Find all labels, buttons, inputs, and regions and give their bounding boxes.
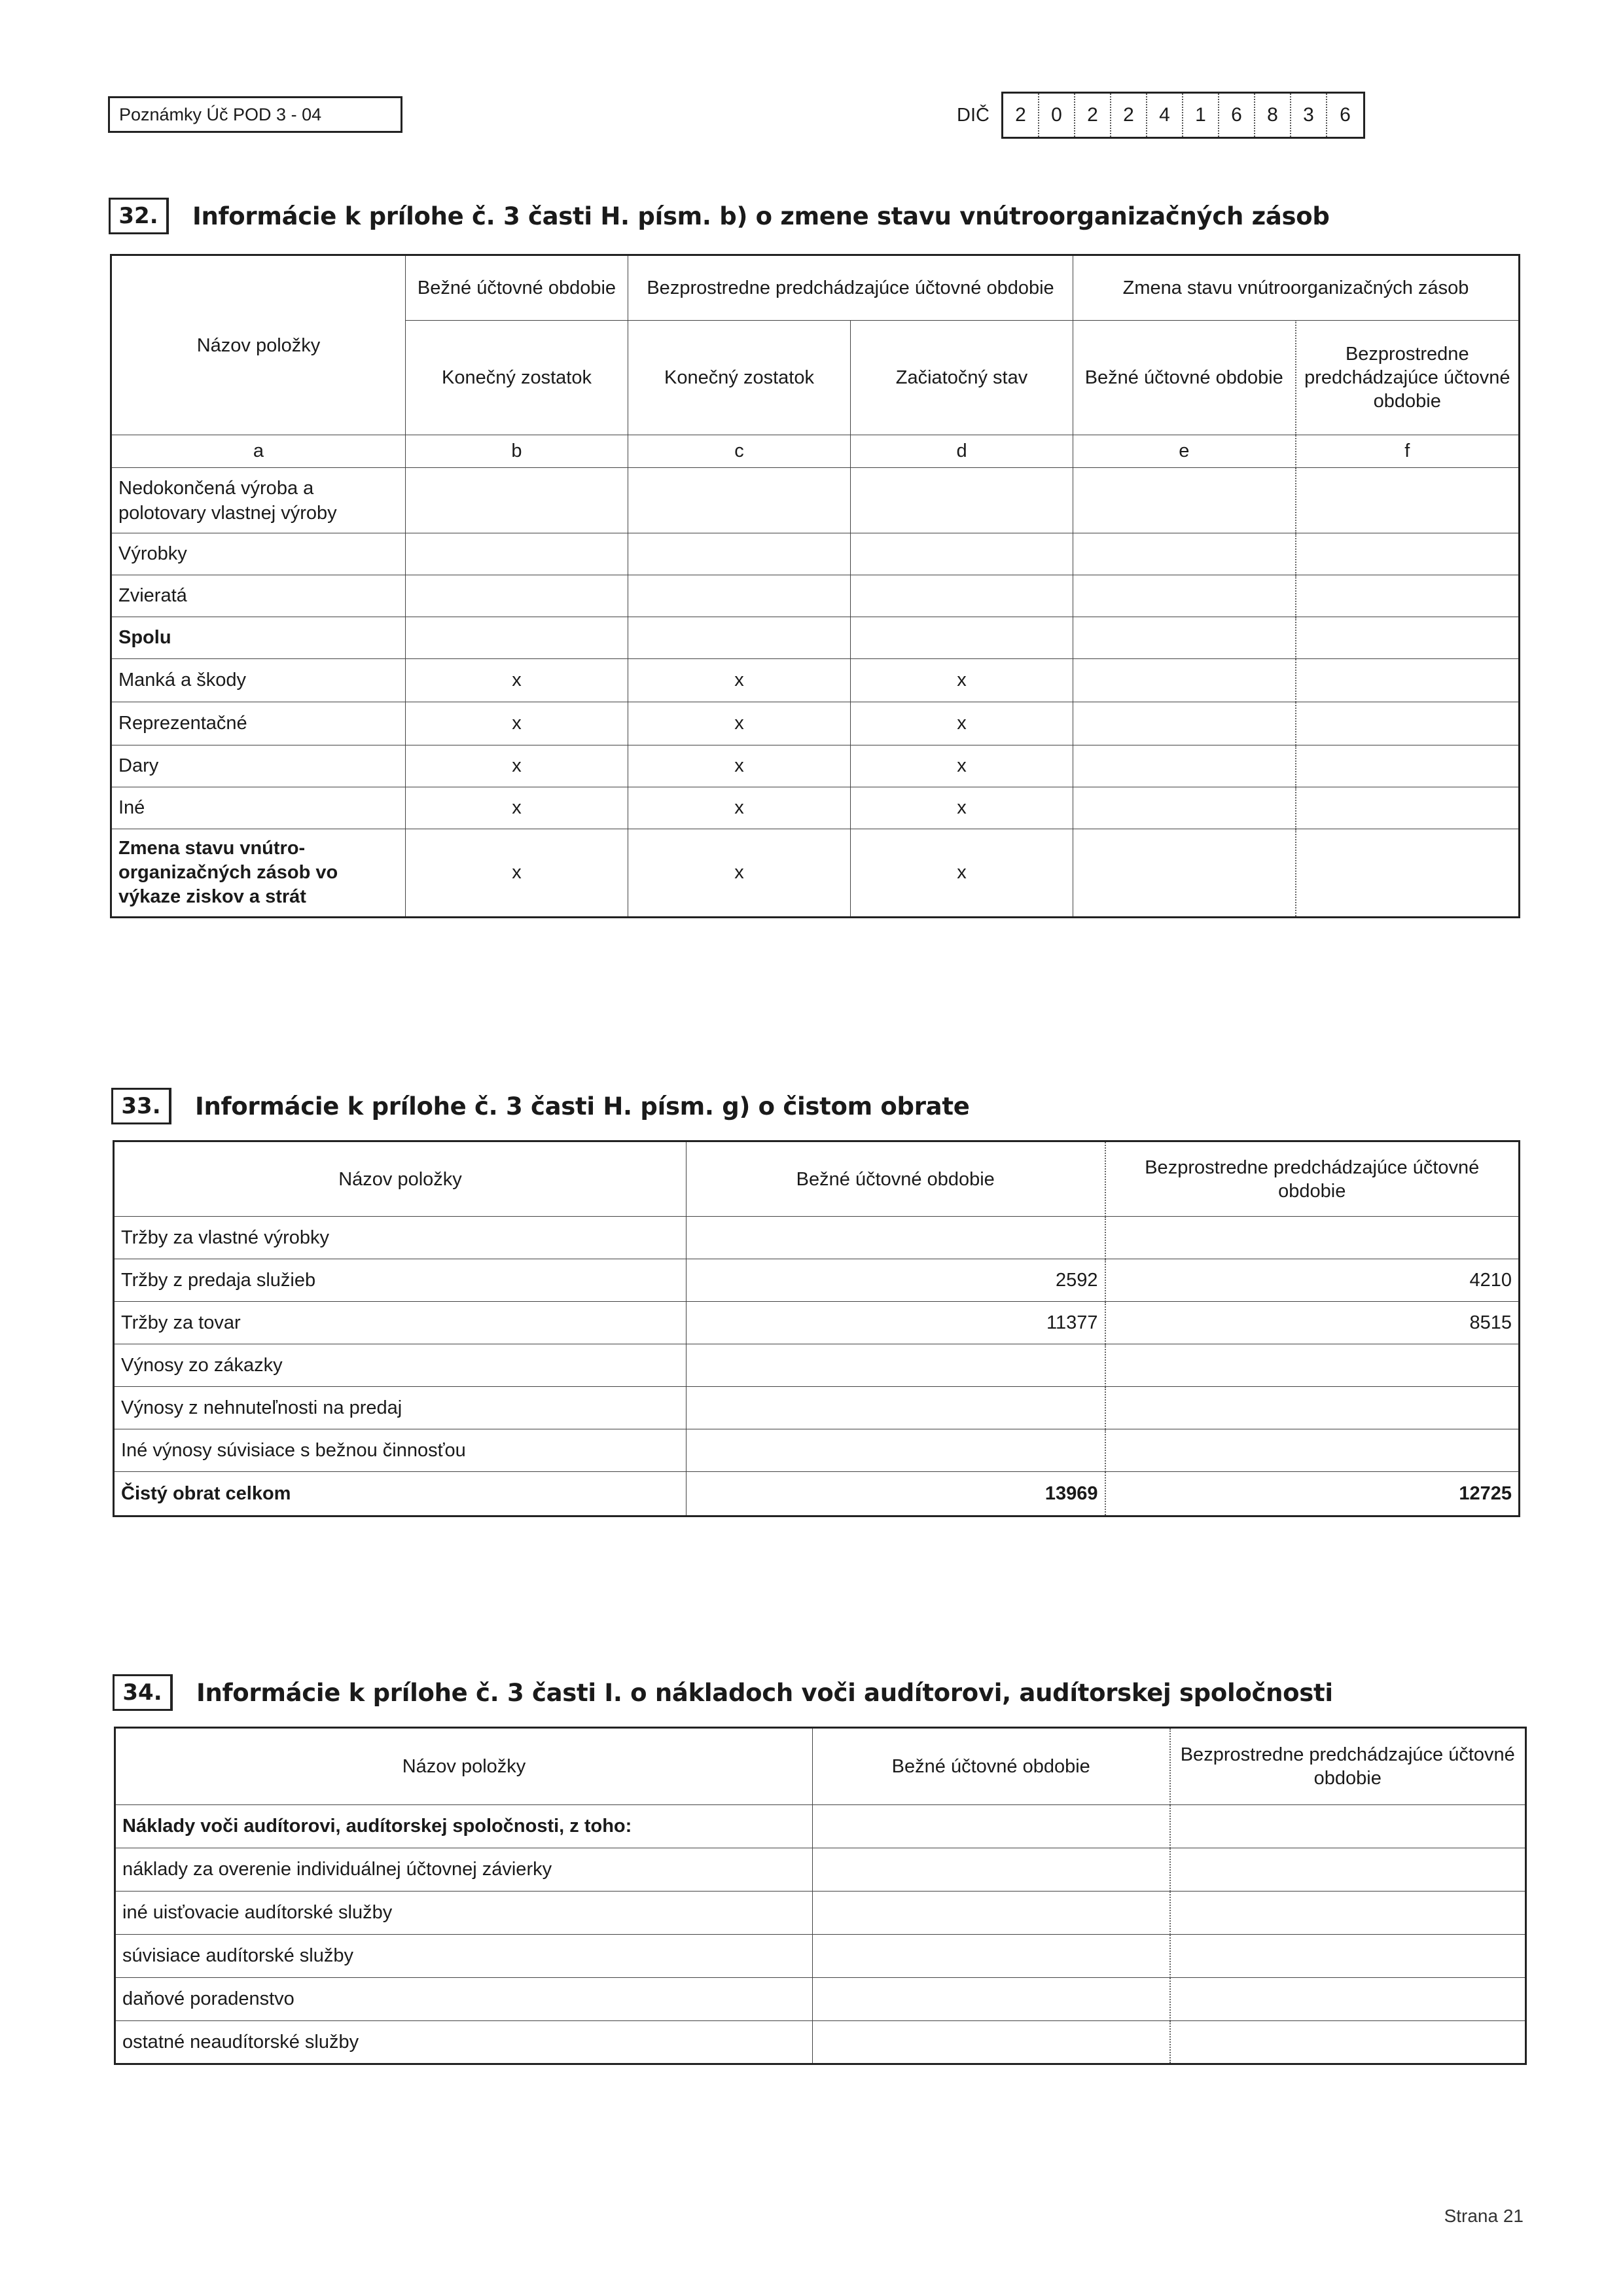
- col-header-previous: Bezprostredne predchádzajúce účtovné obdobie: [1105, 1141, 1520, 1217]
- col-header-name: Názov položky: [114, 1141, 687, 1217]
- row-label: Iné: [111, 787, 406, 829]
- cell-previous: 4210: [1105, 1259, 1520, 1302]
- table-row: [114, 1429, 1520, 1472]
- cell-current: [813, 1935, 1170, 1978]
- section-number: 32.: [109, 198, 169, 234]
- column-letter: d: [851, 435, 1073, 468]
- inventory-change-table: [110, 254, 1520, 918]
- row-label: Reprezentačné: [111, 702, 406, 745]
- cell-c: x: [628, 702, 851, 745]
- group-header-current: Bežné účtovné obdobie: [406, 255, 628, 321]
- cell-f: [1296, 575, 1520, 617]
- cell-f: [1296, 745, 1520, 787]
- cell-previous: [1105, 1344, 1520, 1387]
- table-row: [111, 468, 1520, 533]
- table-row: [115, 2021, 1526, 2064]
- table-row: [114, 1387, 1520, 1429]
- row-label: Tržby z predaja služieb: [114, 1259, 687, 1302]
- cell-f: [1296, 829, 1520, 918]
- row-label: Spolu: [111, 617, 406, 659]
- section-title: Informácie k prílohe č. 3 časti H. písm. g) o čistom obrate: [195, 1092, 970, 1121]
- dic-digit: 3: [1291, 94, 1327, 137]
- cell-b: x: [406, 702, 628, 745]
- cell-previous: 8515: [1105, 1302, 1520, 1344]
- row-label: ostatné neaudítorské služby: [115, 2021, 813, 2064]
- row-label: Nedokončená výroba a polotovary vlastnej výroby: [111, 468, 406, 533]
- cell-current: 11377: [687, 1302, 1105, 1344]
- cell-f: [1296, 468, 1520, 533]
- row-label: Náklady voči audítorovi, audítorskej spoločnosti, z toho:: [115, 1805, 813, 1848]
- cell-f: [1296, 533, 1520, 575]
- cell-current: 2592: [687, 1259, 1105, 1302]
- cell-c: [628, 575, 851, 617]
- cell-current: [687, 1387, 1105, 1429]
- dic-digit: 2: [1075, 94, 1111, 137]
- cell-previous: [1170, 2021, 1526, 2064]
- cell-d: x: [851, 659, 1073, 702]
- dic-digit: 0: [1039, 94, 1075, 137]
- table-row: [114, 1302, 1520, 1344]
- cell-current: [813, 1978, 1170, 2021]
- cell-previous: [1105, 1387, 1520, 1429]
- col-header-name: Názov položky: [115, 1728, 813, 1805]
- table-row: [114, 1259, 1520, 1302]
- dic-digit: 6: [1219, 94, 1255, 137]
- cell-b: x: [406, 659, 628, 702]
- cell-previous: 12725: [1105, 1472, 1520, 1516]
- cell-d: [851, 575, 1073, 617]
- cell-f: [1296, 617, 1520, 659]
- column-letter: a: [111, 435, 406, 468]
- table-row: [111, 575, 1520, 617]
- dic-digit: 8: [1255, 94, 1291, 137]
- cell-f: [1296, 659, 1520, 702]
- table-row: [115, 1892, 1526, 1935]
- section-title: Informácie k prílohe č. 3 časti H. písm. b) o zmene stavu vnútroorganizačných zásob: [192, 202, 1330, 230]
- cell-e: [1073, 659, 1296, 702]
- cell-c: [628, 533, 851, 575]
- cell-d: [851, 617, 1073, 659]
- group-header-change: Zmena stavu vnútroorganizačných zásob: [1073, 255, 1520, 321]
- subheader-f: Bezprostredne predchádzajúce účtovné obdobie: [1296, 321, 1520, 435]
- cell-b: x: [406, 745, 628, 787]
- cell-e: [1073, 745, 1296, 787]
- table-row: [115, 1978, 1526, 2021]
- cell-e: [1073, 575, 1296, 617]
- cell-current: [813, 1848, 1170, 1892]
- column-letter: e: [1073, 435, 1296, 468]
- table-row: [111, 617, 1520, 659]
- dic-digit: 6: [1340, 104, 1351, 126]
- cell-e: [1073, 787, 1296, 829]
- table-row: [111, 787, 1520, 829]
- cell-current: [813, 1892, 1170, 1935]
- cell-previous: [1170, 1805, 1526, 1848]
- cell-current: [813, 2021, 1170, 2064]
- row-label: súvisiace audítorské služby: [115, 1935, 813, 1978]
- row-label: Výnosy zo zákazky: [114, 1344, 687, 1387]
- cell-b: [406, 468, 628, 533]
- subheader-c: Konečný zostatok: [628, 321, 851, 435]
- row-label: Výnosy z nehnuteľnosti na predaj: [114, 1387, 687, 1429]
- row-label: Čistý obrat celkom: [114, 1472, 687, 1516]
- dic-field: [1001, 92, 1365, 139]
- cell-c: [628, 617, 851, 659]
- cell-c: x: [628, 829, 851, 918]
- dic-digit: 2: [1003, 94, 1039, 137]
- row-label: Dary: [111, 745, 406, 787]
- section-title: Informácie k prílohe č. 3 časti I. o nákladoch voči audítorovi, audítorskej spoločnosti: [196, 1678, 1333, 1707]
- cell-e: [1073, 617, 1296, 659]
- col-header-current: Bežné účtovné obdobie: [813, 1728, 1170, 1805]
- table-row: [111, 533, 1520, 575]
- cell-e: [1073, 702, 1296, 745]
- section-33-heading: [111, 1088, 970, 1124]
- dic-label: DIČ: [957, 105, 990, 126]
- cell-current: 13969: [687, 1472, 1105, 1516]
- table-row: [114, 1217, 1520, 1259]
- cell-current: [687, 1429, 1105, 1472]
- cell-c: x: [628, 787, 851, 829]
- row-label: Iné výnosy súvisiace s bežnou činnosťou: [114, 1429, 687, 1472]
- col-header-previous: Bezprostredne predchádzajúce účtovné obdobie: [1170, 1728, 1526, 1805]
- cell-current: [687, 1344, 1105, 1387]
- cell-e: [1073, 533, 1296, 575]
- dic-digit: 1: [1183, 94, 1219, 137]
- row-label: Zvieratá: [111, 575, 406, 617]
- row-label: Výrobky: [111, 533, 406, 575]
- subheader-d: Začiatočný stav: [851, 321, 1073, 435]
- cell-previous: [1105, 1217, 1520, 1259]
- cell-e: [1073, 829, 1296, 918]
- col-header-current: Bežné účtovné obdobie: [687, 1141, 1105, 1217]
- net-turnover-table: [113, 1140, 1520, 1517]
- col-header-name: Názov položky: [111, 255, 406, 435]
- group-header-previous: Bezprostredne predchádzajúce účtovné obdobie: [628, 255, 1073, 321]
- column-letter: f: [1296, 435, 1520, 468]
- cell-d: x: [851, 702, 1073, 745]
- table-row: [115, 1805, 1526, 1848]
- cell-f: [1296, 787, 1520, 829]
- table-row: [111, 702, 1520, 745]
- table-row: [115, 1935, 1526, 1978]
- cell-b: [406, 617, 628, 659]
- column-letter: b: [406, 435, 628, 468]
- row-label: Tržby za tovar: [114, 1302, 687, 1344]
- section-number: 33.: [111, 1088, 171, 1124]
- cell-d: [851, 468, 1073, 533]
- cell-d: x: [851, 787, 1073, 829]
- section-32-heading: [109, 198, 1330, 234]
- table-row: [111, 745, 1520, 787]
- subheader-b: Konečný zostatok: [406, 321, 628, 435]
- cell-current: [813, 1805, 1170, 1848]
- section-34-heading: [113, 1674, 1333, 1711]
- cell-e: [1073, 468, 1296, 533]
- cell-previous: [1170, 1892, 1526, 1935]
- table-row: [114, 1344, 1520, 1387]
- auditor-costs-table: [114, 1727, 1527, 2065]
- form-label: Poznámky Úč POD 3 - 04: [108, 96, 402, 133]
- subheader-e: Bežné účtovné obdobie: [1073, 321, 1296, 435]
- column-letter: c: [628, 435, 851, 468]
- cell-previous: [1170, 1978, 1526, 2021]
- cell-b: [406, 533, 628, 575]
- cell-b: x: [406, 829, 628, 918]
- cell-f: [1296, 702, 1520, 745]
- cell-c: x: [628, 659, 851, 702]
- table-row: [115, 1848, 1526, 1892]
- row-label: Zmena stavu vnútro-organizačných zásob vo výkaze ziskov a strát: [111, 829, 406, 918]
- cell-d: [851, 533, 1073, 575]
- section-number: 34.: [113, 1674, 173, 1711]
- row-label: daňové poradenstvo: [115, 1978, 813, 2021]
- cell-c: [628, 468, 851, 533]
- cell-d: x: [851, 829, 1073, 918]
- cell-previous: [1170, 1848, 1526, 1892]
- cell-c: x: [628, 745, 851, 787]
- cell-b: x: [406, 787, 628, 829]
- cell-b: [406, 575, 628, 617]
- table-row: [111, 659, 1520, 702]
- cell-previous: [1170, 1935, 1526, 1978]
- row-label: náklady za overenie individuálnej účtovnej závierky: [115, 1848, 813, 1892]
- dic-digit: 2: [1111, 94, 1147, 137]
- row-label: Tržby za vlastné výrobky: [114, 1217, 687, 1259]
- row-label: Manká a škody: [111, 659, 406, 702]
- cell-current: [687, 1217, 1105, 1259]
- row-label: iné uisťovacie audítorské služby: [115, 1892, 813, 1935]
- table-row: [111, 829, 1520, 918]
- page-number: Strana 21: [1444, 2206, 1524, 2226]
- cell-previous: [1105, 1429, 1520, 1472]
- table-row-total: [114, 1472, 1520, 1516]
- dic-digit: 4: [1147, 94, 1183, 137]
- cell-d: x: [851, 745, 1073, 787]
